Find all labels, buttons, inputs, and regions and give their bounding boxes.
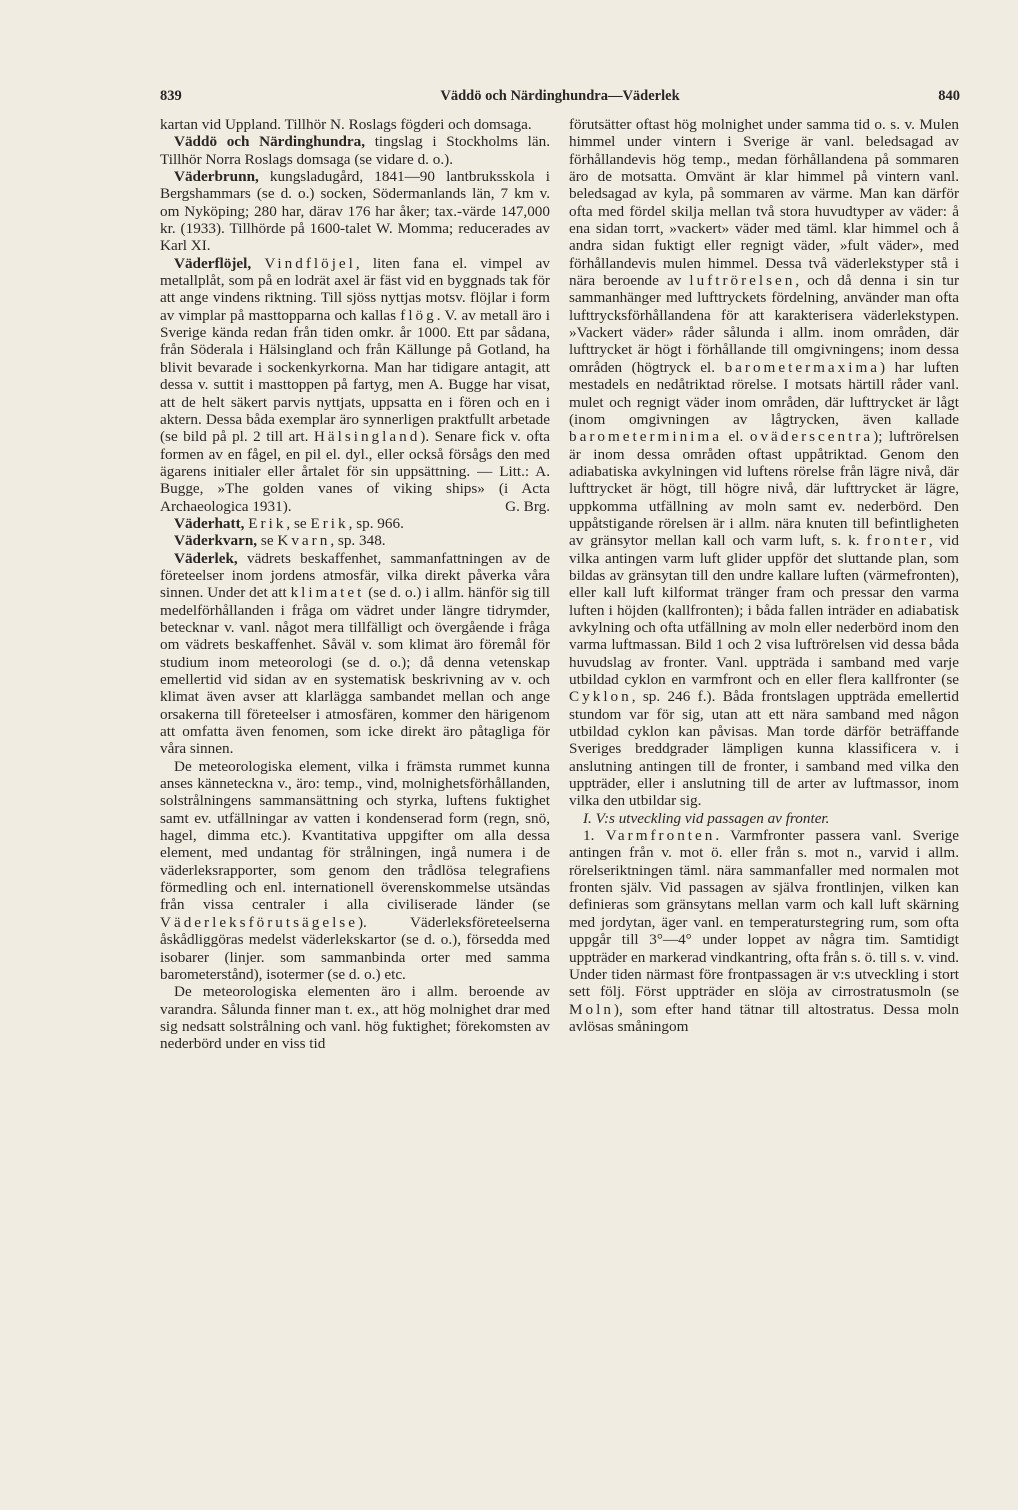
paragraph: De meteorologiska element, vilka i främsta rummet kunna anses känneteckna v., äro: temp., vind, molnighetsförhållanden, solstrålningens sammansättning och styrka, luftens fuktighet samt ev. utfällningar av vatten i kondenserad form (regn, snö, hagel, dimma etc.). Kvantitativa uppgifter om alla dessa element, med undantag för strålningen, ingå numera i de väderleksrapporter, som genom den trådlösa telegrafiens förmedling och enl. internationell överenskommelse utsändas från vissa centraler i alla civiliserade länder (se Väderleksförutsägelse). Väderleksföreteelserna åskådliggöras medelst väderlekskartor (se d. o.), försedda med isobarer (linjer. som sammanbinda orter med samma barometerstånd), isotermer (se d. o.) etc. [160, 757, 550, 983]
running-title: Väddö och Närdinghundra—Väderlek [440, 88, 680, 104]
page-number-right: 840 [938, 88, 960, 104]
author-signature: G. Brg. [505, 497, 550, 515]
page-header [160, 88, 960, 110]
right-column [569, 116, 959, 1035]
entry-vaddo: Väddö och Närdinghundra, tingslag i Stockholms län. Tillhör Norra Roslags domsaga (se vidare d. o.). [160, 133, 550, 168]
entry-headword: Väderflöjel, [174, 254, 252, 272]
entry-headword: Väderbrunn, [174, 168, 259, 186]
entry-headword: Väddö och Närdinghundra, [174, 133, 366, 151]
entry-vaderflojel: Väderflöjel, Vindflöjel, liten fana el. vimpel av metallplåt, som på en lodrät axel är fäst vid en byggnads tak för att ange vindens riktning. Till sjöss nyttjas motsv. flöjlar i form av vimplar på masttopparna och kallas flög. V. av metall äro i Sverige kända redan från tiden omkr. år 1000. Ett par sådana, från Söderala i Hälsingland och från Källunge på Gotland, ha blivit bevarade i sockenkyrkorna. Man har tidigare antagit, att dessa v. suttit i masttoppen på fartyg, men A. Bugge har visat, att de helt säkert parvis nyttjats, uppsatta en i fören och en i aktern. Dessa båda exemplar äro synnerligen praktfullt arbetade (se bild på pl. 2 till art. Hälsingland). Senare fick v. ofta formen av en fågel, en pil el. dyl., eller också försågs den med ägarens initialer eller årtalet för sin uppsättning. — Litt.: A. Bugge, »The golden vanes of viking ships» (i Acta Archaeologica 1931). G. Brg. [160, 254, 550, 515]
entry-headword: Väderhatt, [174, 514, 245, 532]
entry-headword: Väderlek, [174, 549, 238, 567]
paragraph: De meteorologiska elementen äro i allm. beroende av varandra. Sålunda finner man t. ex., att hög molnighet drar med sig nedsatt solstrålning och vanl. hög fuktighet; förekomsten av nederbörd under en viss tid [160, 983, 550, 1053]
paragraph: 1. Varmfronten. Varmfronter passera vanl. Sverige antingen från v. mot ö. eller från s. mot n., varvid i allm. rörelseriktningen täml. nära sammanfaller med normalen mot fronten själv. Vid passagen av själva frontlinjen, vilken kan definieras som gränsytans mellan varm och kall luft skärning med jordytan, äger vanl. en temperaturstegring rum, som ofta uppgår till 3°—4° under loppet av några tim. Samtidigt uppträder en markerad vindkantring, ofta från s. ö. till s. v. vind. Under tiden närmast före frontpassagen är v:s utveckling i stort sett följ. Först uppträder en slöja av cirrostratusmoln (se Moln), som efter hand tätnar till altostratus. Dessa moln avlösas småningom [569, 827, 959, 1035]
page-number-left: 839 [160, 88, 182, 104]
entry-vaderlek: Väderlek, vädrets beskaffenhet, sammanfattningen av de företeelser inom jordens atmosfär, vilka direkt påverka våra sinnen. Under det att klimatet (se d. o.) i allm. hänför sig till medelförhållanden i fråga om vädret under längre tidrymder, betecknar v. vanl. något mera tillfälligt och övergående i fråga om vädrets beskaffenhet. Såväl v. som klimat äro föremål för studium inom meteorologi (se d. o.); då denna vetenskap emellertid vid sidan av en systematisk beskrivning av v. och klimat även avser att klarlägga sambandet mellan och ange orsakerna till företeelser i atmosfären, kommer den härigenom att omfatta även fenomen, som icke direkt äro påtagliga för våra sinnen. [160, 549, 551, 758]
entry-vaderbrunn: Väderbrunn, kungsladugård, 1841—90 lantbruksskola i Bergshammars (se d. o.) socken, Södermanlands län, 7 km v. om Nyköping; 280 har, därav 176 har åker; tax.-värde 147,000 kr. (1933). Tillhörde på 1600-talet W. Momma; reducerades av Karl XI. [160, 168, 550, 255]
paragraph: kartan vid Uppland. Tillhör N. Roslags fögderi och domsaga. [160, 116, 532, 133]
entry-vaderkvarn: Väderkvarn, se Kvarn, sp. 348. [174, 532, 386, 550]
section-heading: I. V:s utveckling vid passagen av fronter. [583, 809, 830, 827]
entry-headword: Väderkvarn, [174, 532, 258, 550]
left-column [160, 116, 550, 1053]
entry-vaderhatt: Väderhatt, Erik, se Erik, sp. 966. [174, 514, 404, 532]
paragraph: förutsätter oftast hög molnighet under samma tid o. s. v. Mulen himmel under vintern i Sverige är vanl. beledsagad av förhållandevis hög temp., medan förhållandena på sommaren äro de motsatta. Omvänt är klar himmel på vintern vanl. beledsagad av kyla, på sommaren av värme. Man kan därför ofta med fördel skilja mellan två stora huvudtyper av väder: å ena sidan torrt, »vackert» väder med täml. klar himmel och å andra sidan fuktigt eller regnigt väder, »fult väder», med förhållandevis mulen himmel. Dessa två väderlekstyper stå i nära beroende av luftrörelsen, och då denna i sin tur sammanhänger med lufttryckets fördelning, använder man ofta lufttrycksförhållandena för att karakterisera väderlekstypen. »Vackert väder» råder sålunda i allm. inom områden, där lufttrycket är högt i förhållande till omgivningens; inom dessa områden (högtryck el. barometermaxima) har luften mestadels en nedåtriktad rörelse. I motsats härtill råder vanl. mulet och regnigt väder inom områden, där lufttrycket är lågt (inom omgivningen av lågtrycken, även kallade barometerminima el. oväderscentra); luftrörelsen är inom dessa områden oftast uppåtriktad. Genom den adiabatiska avkylningen vid luftens rörelse från lägre nivå, där lufttrycket är högt, till högre nivå, där lufttrycket är lägre, uppkomma utfällning av moln samt ev. nederbörd. Den uppåtstigande rörelsen är i allm. nära knuten till befintligheten av gränsytor mellan kall och varm luft, s. k. fronter, vid vilka antingen varm luft glider uppför det sluttande plan, som bildas av gränsytan till den undre kallare luften (värmefronten), eller kall luft kilformat tränger fram och pressar den varma luften i höjden (kallfronten); i båda fallen inträder en adiabatisk avkylning och ofta utfällning av moln eller nederbörd inom den varma luftmassan. Bild 1 och 2 visa luftrörelsen vid dessa båda huvudslag av fronter. Vanl. uppträda i samband med varje utbildad cyklon en varmfront och en eller flera kallfronter (se Cyklon, sp. 246 f.). Båda frontslagen uppträda emellertid stundom var för sig, utan att ett nära samband med någon utbildad cyklon kan påvisas. Man torde därför beträffande Sveriges breddgrader lämpligen kunna klassificera v. i anslutning antingen till de fronter, i samband med vilka den uppträder, eller i anslutning till de arter av luftmassor, inom vilka den utbildar sig. [569, 116, 960, 810]
